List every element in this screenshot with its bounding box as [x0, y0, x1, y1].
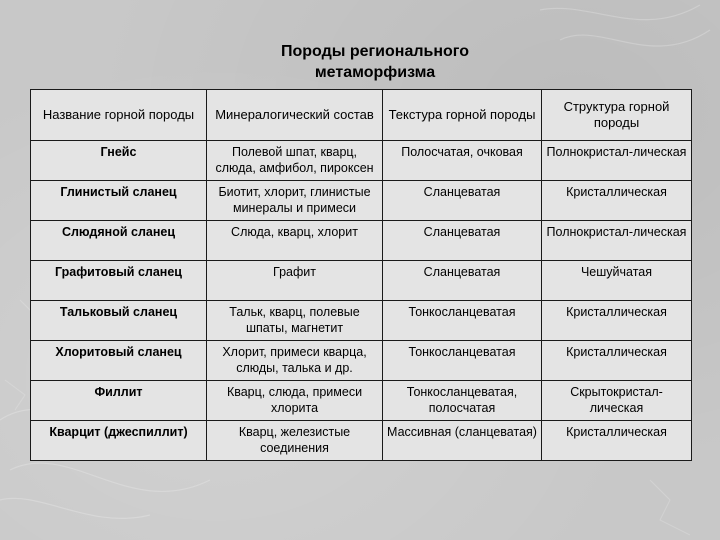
rock-name-cell: Графитовый сланец — [31, 261, 207, 301]
rock-name-cell: Гнейс — [31, 141, 207, 181]
table-row — [31, 141, 692, 181]
texture-cell: Сланцеватая — [383, 261, 542, 301]
rock-name-cell: Кварцит (джеспиллит) — [31, 421, 207, 461]
table-row — [31, 381, 692, 421]
composition-cell: Биотит, хлорит, глинистые минералы и примеси — [207, 181, 383, 221]
rock-name-cell: Тальковый сланец — [31, 301, 207, 341]
structure-cell: Кристаллическая — [542, 181, 692, 221]
texture-cell: Тонкосланцеватая — [383, 301, 542, 341]
rock-name-cell: Глинистый сланец — [31, 181, 207, 221]
slide-title-line-1: Породы регионального — [280, 43, 470, 60]
composition-cell: Полевой шпат, кварц, слюда, амфибол, пироксен — [207, 141, 383, 181]
header-mineral-composition: Минералогический состав — [207, 90, 383, 141]
texture-cell: Сланцеватая — [383, 221, 542, 261]
slide-title-line-2: метаморфизма — [314, 64, 436, 81]
structure-cell: Полнокристал-лическая — [542, 221, 692, 261]
rock-name-cell: Слюдяной сланец — [31, 221, 207, 261]
structure-cell: Полнокристал-лическая — [542, 141, 692, 181]
table-header-row — [31, 90, 692, 141]
slide-title — [0, 41, 720, 83]
header-structure: Структура горной породы — [542, 90, 692, 141]
structure-cell: Скрытокристал-лическая — [542, 381, 692, 421]
texture-cell: Полосчатая, очковая — [383, 141, 542, 181]
composition-cell: Кварц, слюда, примеси хлорита — [207, 381, 383, 421]
texture-cell: Массивная (сланцеватая) — [383, 421, 542, 461]
composition-cell: Кварц, железистые соединения — [207, 421, 383, 461]
rock-name-cell: Хлоритовый сланец — [31, 341, 207, 381]
structure-cell: Кристаллическая — [542, 301, 692, 341]
rocks-table — [30, 89, 692, 461]
composition-cell: Тальк, кварц, полевые шпаты, магнетит — [207, 301, 383, 341]
table-row — [31, 181, 692, 221]
texture-cell: Тонкосланцеватая — [383, 341, 542, 381]
composition-cell: Слюда, кварц, хлорит — [207, 221, 383, 261]
header-texture: Текстура горной породы — [383, 90, 542, 141]
structure-cell: Кристаллическая — [542, 421, 692, 461]
structure-cell: Чешуйчатая — [542, 261, 692, 301]
table-row — [31, 421, 692, 461]
composition-cell: Графит — [207, 261, 383, 301]
table-row — [31, 301, 692, 341]
texture-cell: Сланцеватая — [383, 181, 542, 221]
rock-name-cell: Филлит — [31, 381, 207, 421]
structure-cell: Кристаллическая — [542, 341, 692, 381]
table-row — [31, 341, 692, 381]
texture-cell: Тонкосланцеватая, полосчатая — [383, 381, 542, 421]
table-row — [31, 221, 692, 261]
table-row — [31, 261, 692, 301]
composition-cell: Хлорит, примеси кварца, слюды, талька и др. — [207, 341, 383, 381]
header-rock-name: Название горной породы — [31, 90, 207, 141]
